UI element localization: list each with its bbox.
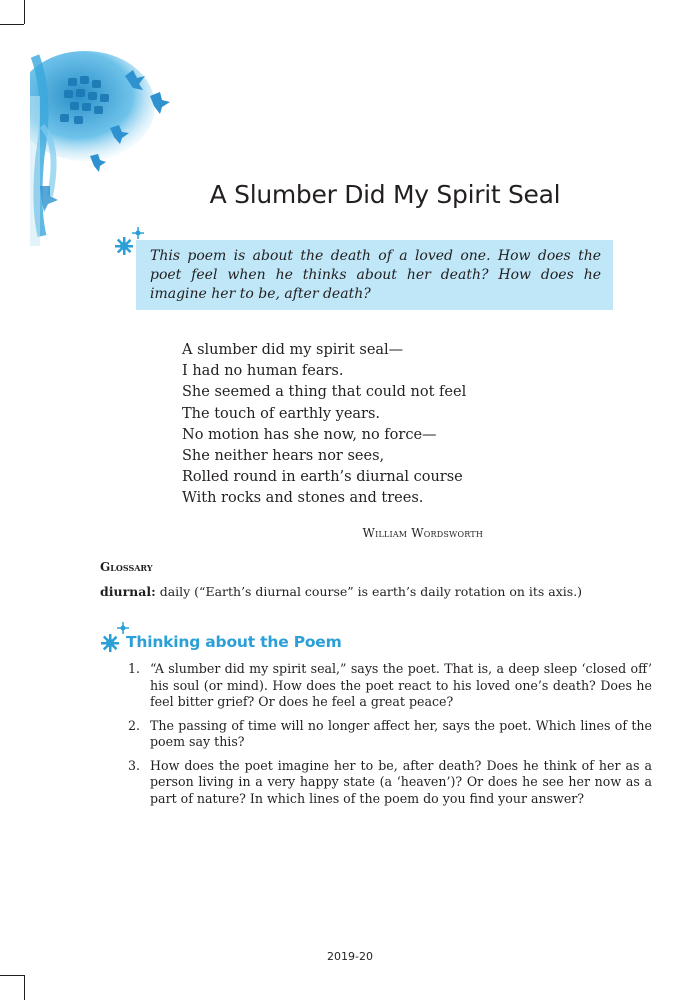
glossary-term: diurnal:: [100, 584, 156, 599]
crop-mark-bottom-vertical: [24, 975, 25, 1000]
poem-title: A Slumber Did My Spirit Seal: [209, 180, 561, 209]
glossary-heading: Glossary: [100, 560, 153, 574]
question-text: How does the poet imagine her to be, after death? Does he think of her as a person living in a very happy state (a ‘heaven’)? Or does he see her now as a part of nature? In which lines of the poem do you find your answer?: [150, 757, 652, 806]
crop-mark-top-vertical: [24, 0, 25, 24]
question-number: 1.: [127, 661, 140, 676]
poem-stanza: [182, 340, 562, 510]
question-item: [122, 758, 652, 808]
page-footer-year: 2019-20: [327, 950, 373, 963]
question-text: “A slumber did my spirit seal,” says the poet. That is, a deep sleep ‘closed off’ his soul (or mind). How does the poet react to his loved one’s death? Does he feel bitter grief? Or does he feel a great peace?: [150, 661, 652, 709]
question-item: [122, 718, 652, 751]
intro-text: This poem is about the death of a loved one. How does the poet feel when he thinks about her death? How does he imagine her to be, after death?: [150, 248, 601, 302]
crop-mark-top-horizontal: [0, 24, 24, 25]
question-item: [122, 661, 652, 711]
poem-author: William Wordsworth: [362, 526, 483, 540]
question-list: [122, 661, 652, 814]
decorative-bird-flower-illustration: [30, 36, 200, 246]
poem-line: She neither hears nor sees,: [182, 448, 385, 465]
intro-box: [136, 240, 613, 310]
poem-line: The touch of earthly years.: [182, 405, 381, 422]
thinking-section-heading: Thinking about the Poem: [126, 633, 342, 651]
poem-line: No motion has she now, no force—: [182, 426, 437, 443]
question-number: 2.: [127, 717, 140, 733]
poem-line: With rocks and stones and trees.: [182, 490, 424, 507]
crop-mark-bottom-horizontal: [0, 975, 24, 976]
glossary-entry: [100, 584, 620, 599]
question-text: The passing of time will no longer affect her, says the poet. Which lines of the poem say this?: [150, 717, 652, 749]
poem-line: Rolled round in earth’s diurnal course: [182, 469, 463, 486]
question-number: 3.: [127, 757, 140, 773]
glossary-definition: daily (“Earth’s diurnal course” is earth’s daily rotation on its axis.): [155, 584, 583, 599]
poem-line: I had no human fears.: [182, 363, 344, 380]
poem-line: She seemed a thing that could not feel: [182, 384, 467, 401]
poem-line: A slumber did my spirit seal—: [182, 342, 404, 358]
